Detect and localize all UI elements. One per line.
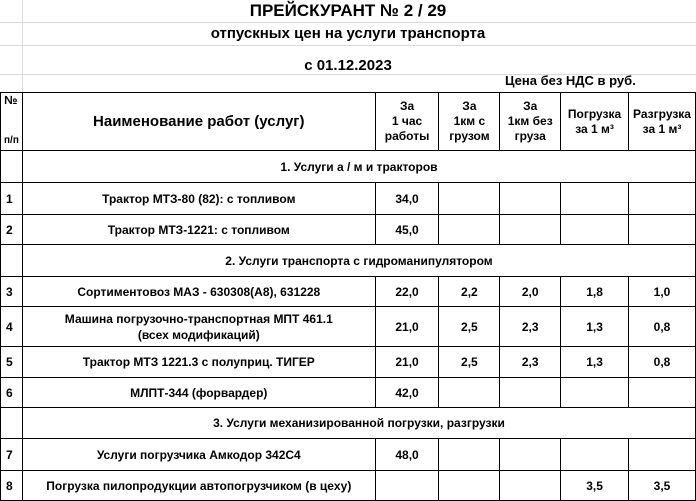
price-loading (561, 183, 629, 215)
section-row (1, 245, 696, 277)
table-row (1, 378, 696, 408)
section-row (1, 408, 696, 439)
service-name-line2: (всех модификаций) (137, 327, 260, 342)
price-km-loaded: 2,5 (439, 347, 500, 378)
price-note: Цена без НДС в руб. (505, 73, 636, 88)
price-loading: 1,8 (561, 277, 629, 307)
hour-h1: За (399, 99, 415, 113)
service-name-line1: Машина погрузочно-транспортная МПТ 461.1 (64, 311, 333, 326)
price-km-loaded (439, 439, 500, 471)
unload-h2: за 1 м³ (642, 121, 682, 136)
table-row (1, 347, 696, 378)
kme-h3: груза (514, 129, 546, 143)
price-hour (375, 471, 439, 501)
price-hour: 48,0 (375, 439, 439, 471)
service-name: Трактор МТЗ-1221: с топливом (22, 215, 375, 245)
effective-date: с 01.12.2023 (304, 57, 392, 74)
price-km-loaded: 2,5 (439, 307, 500, 347)
load-h2: за 1 м³ (575, 121, 614, 136)
price-km-loaded (439, 378, 500, 408)
price-unloading: 3,5 (629, 471, 696, 501)
hour-h2: 1 час (391, 114, 423, 128)
price-loading: 3,5 (561, 471, 629, 501)
price-loading (561, 439, 629, 471)
table-row (1, 471, 696, 501)
row-number: 4 (1, 307, 23, 347)
load-h1: Погрузка (567, 106, 622, 121)
price-unloading (629, 378, 696, 408)
price-loading (561, 215, 629, 245)
row-number: 3 (1, 277, 23, 307)
price-km-empty: 2,3 (500, 307, 561, 347)
price-km-loaded (439, 471, 500, 501)
price-km-empty (500, 183, 561, 215)
table-row (1, 183, 696, 215)
document-title: ПРЕЙСКУРАНТ № 2 / 29 (249, 1, 447, 20)
price-km-empty: 2,3 (500, 347, 561, 378)
kml-h2: 1км с (453, 114, 486, 128)
table-header-row (1, 93, 696, 151)
price-hour: 21,0 (375, 347, 439, 378)
price-loading: 1,3 (561, 307, 629, 347)
gridline (0, 22, 696, 23)
service-name: Погрузка пилопродукции автопогрузчиком (в цеху) (22, 471, 375, 501)
price-unloading (629, 183, 696, 215)
price-loading (561, 378, 629, 408)
num-header-bottom: п/п (4, 135, 19, 146)
section-title: 2. Услуги транспорта с гидроманипулятором (22, 245, 695, 277)
table-row (1, 277, 696, 307)
price-unloading: 0,8 (629, 347, 696, 378)
unload-h1: Разгрузка (633, 106, 691, 121)
row-number: 8 (1, 471, 23, 501)
col-km-loaded-header (439, 93, 500, 151)
price-hour: 42,0 (375, 378, 439, 408)
price-loading: 1,3 (561, 347, 629, 378)
col-unloading-header (629, 93, 696, 151)
section-num-cell (1, 245, 23, 277)
price-unloading: 1,0 (629, 277, 696, 307)
col-km-empty-header (500, 93, 561, 151)
price-km-empty: 2,0 (500, 277, 561, 307)
col-hour-header (375, 93, 439, 151)
gridline (0, 45, 696, 46)
row-number: 5 (1, 347, 23, 378)
service-name: Трактор МТЗ 1221.3 с полуприц. ТИГЕР (22, 347, 375, 378)
price-km-loaded (439, 215, 500, 245)
kml-h1: За (462, 99, 477, 113)
price-km-empty (500, 439, 561, 471)
col-loading-header (561, 93, 629, 151)
price-unloading: 0,8 (629, 307, 696, 347)
section-num-cell (1, 151, 23, 183)
price-km-empty (500, 471, 561, 501)
table-row (1, 215, 696, 245)
price-km-loaded: 2,2 (439, 277, 500, 307)
row-number: 2 (1, 215, 23, 245)
price-km-empty (500, 378, 561, 408)
price-km-empty (500, 215, 561, 245)
col-name-header: Наименование работ (услуг) (22, 93, 375, 151)
kml-h3: грузом (449, 129, 490, 143)
section-title: 1. Услуги а / м и тракторов (22, 151, 695, 183)
table-row (1, 307, 696, 347)
service-name: Сортиментовоз МАЗ - 630308(А8), 631228 (22, 277, 375, 307)
num-header-top: № (4, 93, 18, 107)
price-hour: 45,0 (375, 215, 439, 245)
service-name: МЛПТ-344 (форвардер) (22, 378, 375, 408)
row-number: 6 (1, 378, 23, 408)
price-unloading (629, 439, 696, 471)
row-number: 1 (1, 183, 23, 215)
service-name: Трактор МТЗ-80 (82): с топливом (22, 183, 375, 215)
document-subtitle: отпускных цен на услуги транспорта (210, 25, 486, 42)
section-row (1, 151, 696, 183)
service-name (22, 307, 375, 347)
price-hour: 34,0 (375, 183, 439, 215)
price-km-loaded (439, 183, 500, 215)
section-title: 3. Услуги механизированной погрузки, разгрузки (22, 408, 695, 439)
price-unloading (629, 215, 696, 245)
row-number: 7 (1, 439, 23, 471)
kme-h1: За (523, 99, 538, 113)
kme-h2: 1км без (507, 114, 553, 128)
hour-h3: работы (384, 129, 430, 143)
service-name: Услуги погрузчика Амкодор 342С4 (22, 439, 375, 471)
price-hour: 21,0 (375, 307, 439, 347)
price-table (0, 92, 696, 501)
price-hour: 22,0 (375, 277, 439, 307)
section-num-cell (1, 408, 23, 439)
table-row (1, 439, 696, 471)
col-num-header (1, 93, 23, 151)
